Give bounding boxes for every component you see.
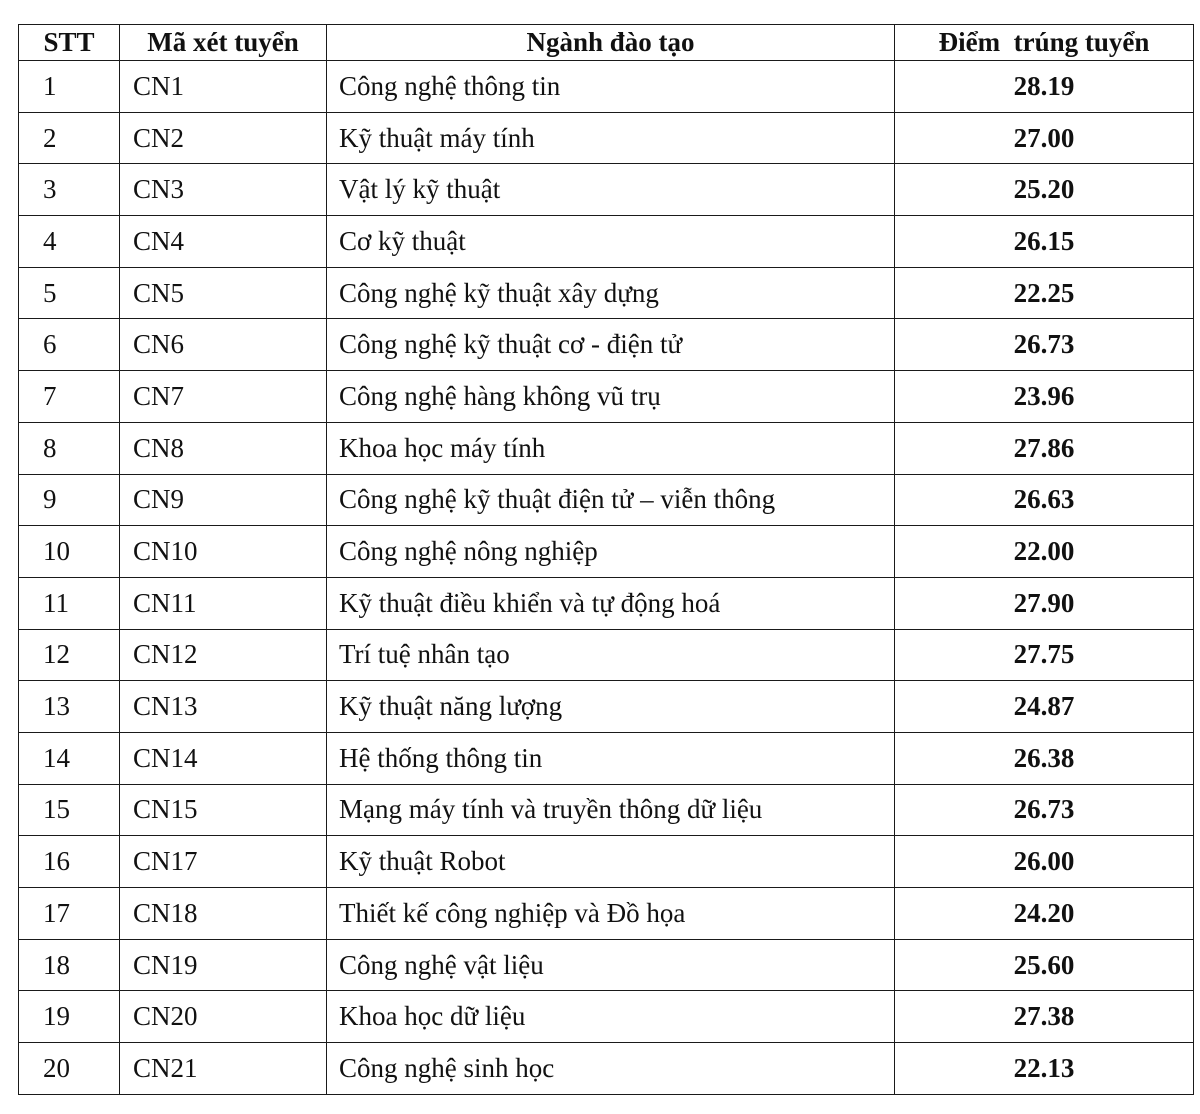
row-score-cell: 27.86 [895,422,1194,474]
table-row [19,939,1194,991]
header-stt: STT [19,25,120,61]
table-row [19,526,1194,578]
row-score-cell: 26.38 [895,732,1194,784]
row-score-cell: 26.73 [895,784,1194,836]
row-score-cell: 26.00 [895,836,1194,888]
row-score-cell: 22.13 [895,1043,1194,1095]
row-stt-cell: 5 [19,267,120,319]
row-stt-cell: 1 [19,61,120,113]
row-major-cell: Vật lý kỹ thuật [327,164,895,216]
row-stt-cell: 3 [19,164,120,216]
row-score-cell: 27.75 [895,629,1194,681]
row-code-cell: CN8 [120,422,327,474]
row-major-cell: Kỹ thuật Robot [327,836,895,888]
row-major-cell: Hệ thống thông tin [327,732,895,784]
row-code-cell: CN10 [120,526,327,578]
table-row [19,267,1194,319]
admission-scores-table [18,24,1194,1095]
row-score-cell: 23.96 [895,371,1194,423]
row-major-cell: Cơ kỹ thuật [327,216,895,268]
row-code-cell: CN17 [120,836,327,888]
header-major: Ngành đào tạo [327,25,895,61]
table-row [19,732,1194,784]
row-code-cell: CN4 [120,216,327,268]
row-stt-cell: 12 [19,629,120,681]
table-row [19,216,1194,268]
row-code-cell: CN2 [120,112,327,164]
row-stt-cell: 7 [19,371,120,423]
row-stt-cell: 10 [19,526,120,578]
table-row [19,681,1194,733]
document-page [18,24,1193,1095]
row-major-cell: Mạng máy tính và truyền thông dữ liệu [327,784,895,836]
table-row [19,577,1194,629]
table-row [19,991,1194,1043]
row-score-cell: 24.87 [895,681,1194,733]
table-row [19,474,1194,526]
row-score-cell: 24.20 [895,888,1194,940]
row-score-cell: 25.20 [895,164,1194,216]
table-row [19,784,1194,836]
row-stt-cell: 13 [19,681,120,733]
row-code-cell: CN20 [120,991,327,1043]
table-row [19,422,1194,474]
row-major-cell: Trí tuệ nhân tạo [327,629,895,681]
row-code-cell: CN13 [120,681,327,733]
row-score-cell: 22.00 [895,526,1194,578]
row-stt-cell: 2 [19,112,120,164]
row-score-cell: 26.73 [895,319,1194,371]
row-stt-cell: 14 [19,732,120,784]
row-major-cell: Công nghệ hàng không vũ trụ [327,371,895,423]
row-major-cell: Khoa học máy tính [327,422,895,474]
header-admission-score: Điểm trúng tuyển [895,25,1194,61]
row-stt-cell: 6 [19,319,120,371]
row-score-cell: 27.38 [895,991,1194,1043]
row-score-cell: 22.25 [895,267,1194,319]
row-major-cell: Kỹ thuật điều khiển và tự động hoá [327,577,895,629]
row-score-cell: 26.15 [895,216,1194,268]
row-major-cell: Thiết kế công nghiệp và Đồ họa [327,888,895,940]
row-stt-cell: 16 [19,836,120,888]
row-code-cell: CN21 [120,1043,327,1095]
table-row [19,319,1194,371]
row-score-cell: 26.63 [895,474,1194,526]
row-stt-cell: 18 [19,939,120,991]
row-stt-cell: 8 [19,422,120,474]
row-score-cell: 25.60 [895,939,1194,991]
row-stt-cell: 17 [19,888,120,940]
row-code-cell: CN14 [120,732,327,784]
row-code-cell: CN15 [120,784,327,836]
row-major-cell: Khoa học dữ liệu [327,991,895,1043]
table-row [19,888,1194,940]
row-score-cell: 27.90 [895,577,1194,629]
row-major-cell: Công nghệ thông tin [327,61,895,113]
row-code-cell: CN3 [120,164,327,216]
row-code-cell: CN12 [120,629,327,681]
row-stt-cell: 20 [19,1043,120,1095]
table-row [19,371,1194,423]
row-code-cell: CN9 [120,474,327,526]
table-row [19,1043,1194,1095]
row-score-cell: 28.19 [895,61,1194,113]
row-major-cell: Công nghệ kỹ thuật cơ - điện tử [327,319,895,371]
row-major-cell: Công nghệ sinh học [327,1043,895,1095]
table-row [19,629,1194,681]
row-major-cell: Công nghệ kỹ thuật điện tử – viễn thông [327,474,895,526]
row-major-cell: Kỹ thuật máy tính [327,112,895,164]
row-major-cell: Công nghệ vật liệu [327,939,895,991]
header-admission-code: Mã xét tuyển [120,25,327,61]
row-code-cell: CN5 [120,267,327,319]
row-stt-cell: 4 [19,216,120,268]
row-stt-cell: 9 [19,474,120,526]
row-code-cell: CN6 [120,319,327,371]
table-row [19,836,1194,888]
row-score-cell: 27.00 [895,112,1194,164]
table-row [19,112,1194,164]
row-code-cell: CN7 [120,371,327,423]
row-code-cell: CN19 [120,939,327,991]
table-row [19,61,1194,113]
row-stt-cell: 15 [19,784,120,836]
row-major-cell: Kỹ thuật năng lượng [327,681,895,733]
row-stt-cell: 11 [19,577,120,629]
table-row [19,164,1194,216]
row-stt-cell: 19 [19,991,120,1043]
row-major-cell: Công nghệ kỹ thuật xây dựng [327,267,895,319]
row-code-cell: CN11 [120,577,327,629]
table-body [19,61,1194,1095]
table-header-row [19,25,1194,61]
row-major-cell: Công nghệ nông nghiệp [327,526,895,578]
row-code-cell: CN1 [120,61,327,113]
row-code-cell: CN18 [120,888,327,940]
